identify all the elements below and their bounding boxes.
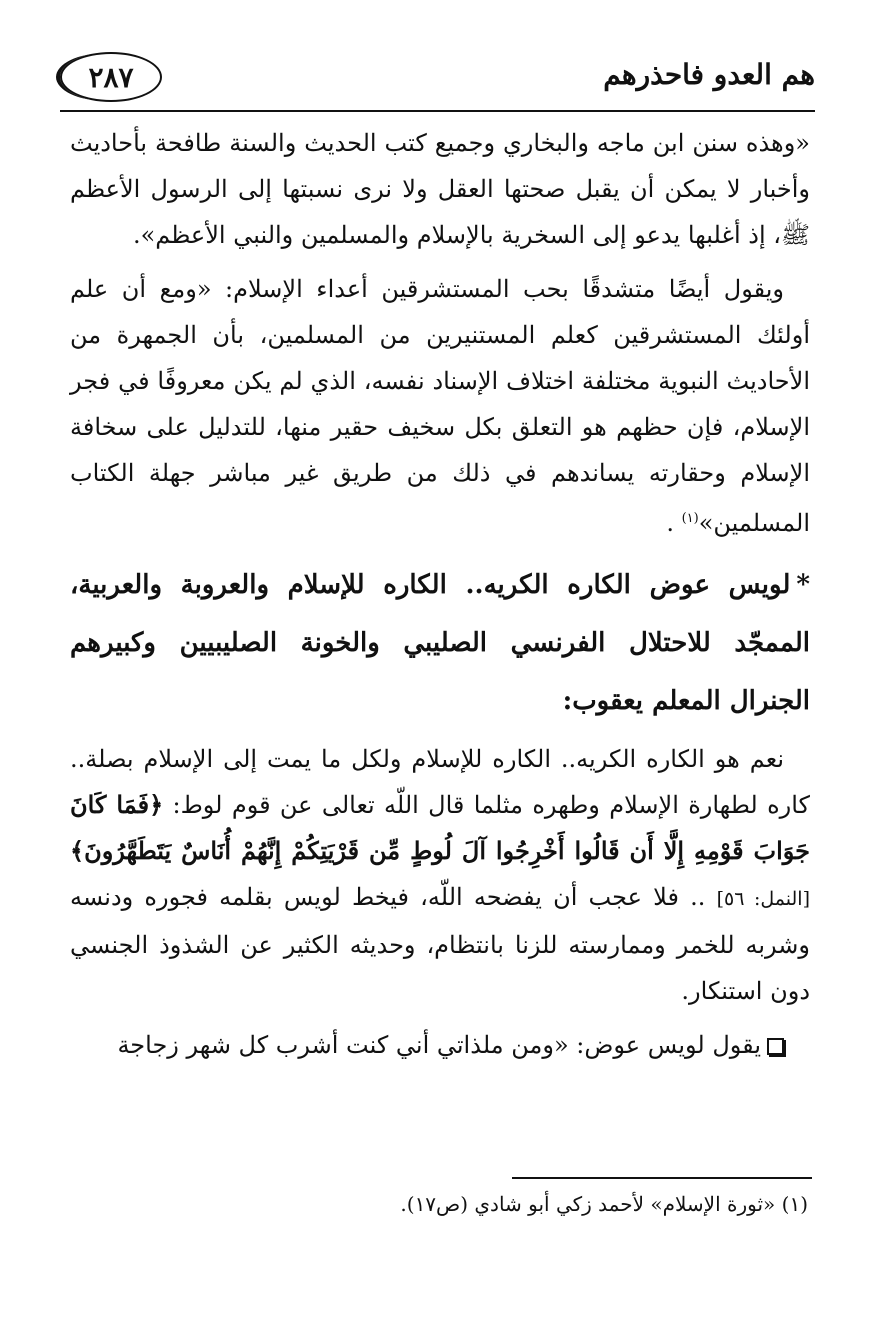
paragraph-2-text: ويقول أيضًا متشدقًا بحب المستشرقين أعداء الإسلام: «ومع أن علم أولئك المستشرقين كعلم المستنيرين من المسلمين، بأن الجمهرة من الأحاديث النبوية مختلفة اختلاف الإسناد نفسه، الذي لم يكن معروفًا في فجر الإسلام، فإن حظهم هو التعلق بكل سخيف حقير منها، للتدليل على سخافة الإسلام وحقارته يساندهم في ذلك من طريق غير مباشر جهلة الكتاب المسلمين» xyxy=(70,275,810,537)
paragraph-1: «وهذه سنن ابن ماجه والبخاري وجميع كتب الحديث والسنة طافحة بأحاديث وأخبار لا يمكن أن يقبل صحتها العقل ولا نرى نسبتها إلى الرسول الأعظم ﷺ، إذ أغلبها يدعو إلى السخرية بالإسلام والمسلمين والنبي الأعظم». xyxy=(70,129,810,249)
section-heading xyxy=(70,556,810,730)
footnote: (١) «ثورة الإسلام» لأحمد زكي أبو شادي (ص١٧). xyxy=(400,1192,808,1216)
paragraph-3 xyxy=(70,736,810,1014)
paragraph-3-rest: .. فلا عجب أن يفضحه اللّه، فيخط لويس بقلمه فجوره ودنسه وشربه للخمر وممارسته للزنا بانتظام، وحديثه الكثير عن الشذوذ الجنسي دون استنكار. xyxy=(70,883,810,1005)
footnote-marker: (١) xyxy=(681,511,699,526)
verse-reference: [النمل: ٥٦] xyxy=(716,888,810,910)
square-bullet-icon xyxy=(767,1038,784,1055)
page-header xyxy=(60,40,815,112)
paragraph-2-end: . xyxy=(666,509,682,537)
section-heading-text: لويس عوض الكاره الكريه.. الكاره للإسلام والعروبة والعربية، الممجّد للاحتلال الفرنسي الصليبي والخونة الصليبيين وكبيرهم الجنرال المعلم يعقوب: xyxy=(70,570,810,716)
page-number: ٢٨٧ xyxy=(88,60,134,94)
page-number-badge xyxy=(60,52,162,102)
star-bullet-icon: * xyxy=(796,570,810,600)
quran-verse: ﴿فَمَا كَانَ جَوَابَ قَوْمِهِ إِلَّا أَن قَالُوا أَخْرِجُوا آلَ لُوطٍ مِّن قَرْيَتِكُمْ إِنَّهُمْ أُنَاسٌ يَتَطَهَّرُونَ﴾ xyxy=(70,790,810,865)
paragraph-2 xyxy=(70,266,810,546)
footnote-divider xyxy=(512,1177,812,1179)
paragraph-3-text: نعم هو الكاره الكريه.. الكاره للإسلام ولكل ما يمت إلى الإسلام بصلة.. كاره لطهارة الإسلام وطهره مثلما قال اللّه تعالى عن قوم لوط: xyxy=(70,745,810,819)
page-body xyxy=(70,120,810,1076)
running-title: هم العدو فاحذرهم xyxy=(603,58,815,91)
paragraph-4 xyxy=(70,1022,810,1068)
paragraph-4-text: يقول لويس عوض: «ومن ملذاتي أني كنت أشرب كل شهر زجاجة xyxy=(117,1031,761,1059)
